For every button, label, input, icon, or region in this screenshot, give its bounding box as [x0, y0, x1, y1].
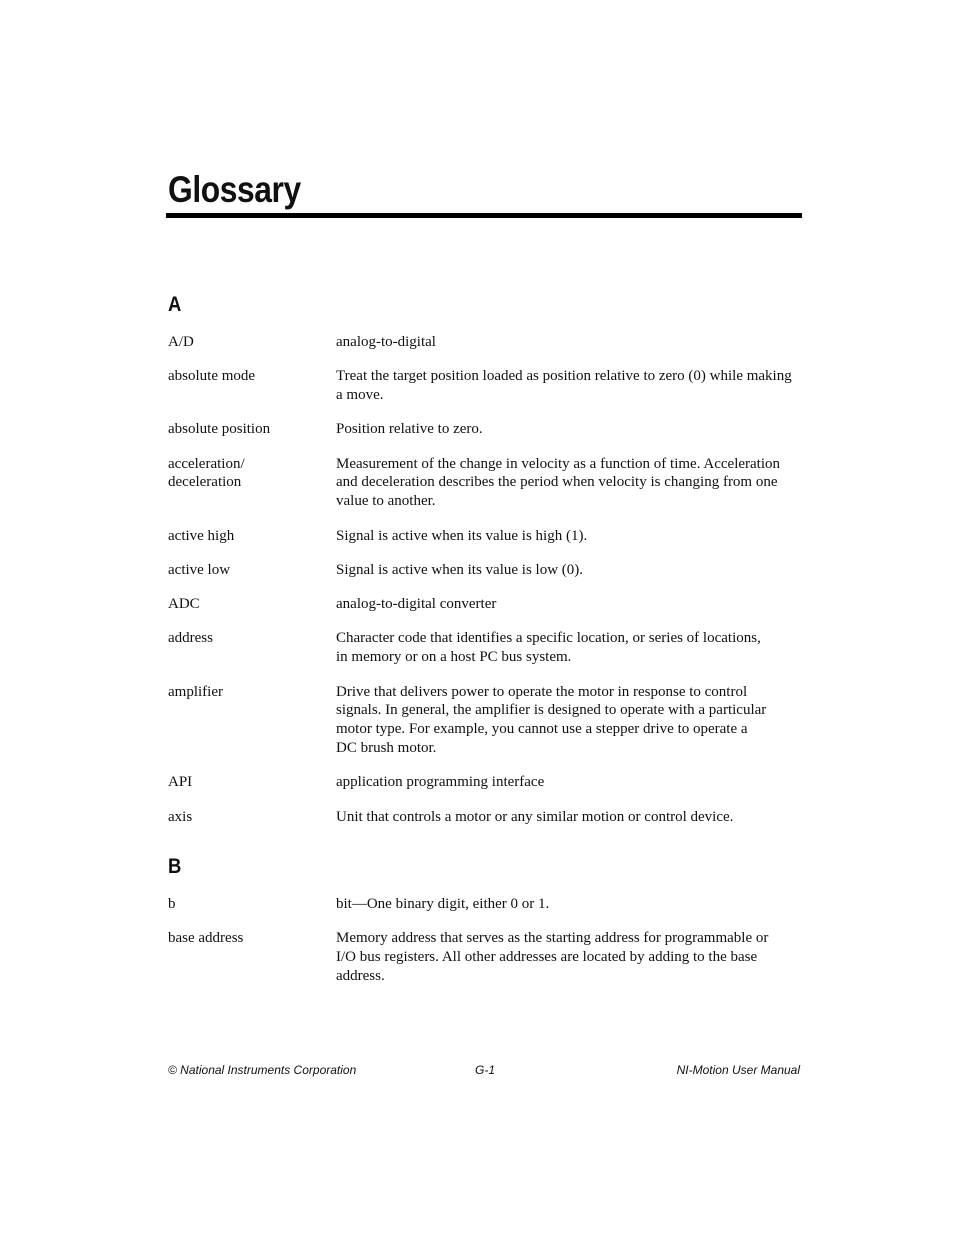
entry-list: [168, 333, 802, 826]
entry-list: [168, 895, 802, 986]
glossary-entry: [168, 773, 802, 792]
glossary-term: active high: [168, 527, 235, 544]
footer-page-number: G-1: [475, 1063, 496, 1077]
glossary-definition: analog-to-digital: [336, 334, 436, 350]
glossary-entry: [168, 455, 802, 511]
glossary-definition: analog-to-digital converter: [336, 596, 497, 613]
glossary-term: axis: [168, 808, 193, 825]
glossary-entry: [168, 420, 802, 439]
glossary-term: absolute mode: [168, 368, 256, 385]
glossary-entry: [168, 333, 802, 352]
glossary-definition: Character code that identifies a specific location, or series of locations, in memory or on a host PC bus system.: [336, 630, 761, 666]
glossary-term: amplifier: [168, 683, 223, 700]
glossary-term: A/D: [168, 334, 194, 350]
glossary-term: ADC: [168, 596, 200, 613]
section-letter: B: [168, 855, 182, 878]
section-letter: A: [168, 293, 182, 316]
glossary-definition: Signal is active when its value is high (1).: [336, 527, 588, 544]
footer-copyright: © National Instruments Corporation: [168, 1063, 357, 1077]
glossary-definition: Measurement of the change in velocity as a function of time. Acceleration and deceleration describes the period when velocity is changing from one value to another.: [336, 455, 781, 510]
glossary-term: acceleration/ deceleration: [168, 455, 245, 491]
glossary-definition: application programming interface: [336, 774, 545, 791]
glossary-entry: [168, 683, 802, 758]
glossary-entry: [168, 595, 802, 614]
glossary-entry: [168, 629, 802, 667]
glossary-definition: Treat the target position loaded as position relative to zero (0) while making a move.: [336, 368, 792, 404]
glossary-entry: [168, 527, 802, 546]
glossary-term: absolute position: [168, 421, 271, 438]
glossary-entry: [168, 895, 802, 914]
glossary-term: b: [168, 896, 176, 912]
glossary-definition: Position relative to zero.: [336, 421, 483, 438]
glossary-term: active low: [168, 561, 231, 578]
footer-manual-title: NI-Motion User Manual: [676, 1063, 800, 1077]
glossary-definition: Drive that delivers power to operate the motor in response to control signals. In general, the amplifier is designed to operate with a particular motor type. For example, you cannot use a stepper drive to operate a DC brush motor.: [336, 683, 767, 756]
glossary-entry: [168, 561, 802, 580]
page-title: Glossary: [168, 169, 301, 210]
glossary-definition: bit—One binary digit, either 0 or 1.: [336, 896, 550, 912]
glossary-term: address: [168, 630, 213, 647]
glossary-entry: [168, 367, 802, 405]
glossary-term: base address: [168, 930, 244, 947]
glossary-entry: [168, 808, 802, 827]
glossary-definition: Memory address that serves as the starting address for programmable or I/O bus registers. All other addresses are located by adding to the base address.: [336, 930, 769, 984]
glossary-entry: [168, 929, 802, 985]
glossary-term: API: [168, 774, 193, 791]
glossary-definition: Unit that controls a motor or any similar motion or control device.: [336, 808, 734, 825]
glossary-section-a: [168, 293, 802, 842]
glossary-definition: Signal is active when its value is low (0).: [336, 561, 584, 578]
title-rule: [166, 213, 802, 218]
glossary-section-b: [168, 855, 802, 1001]
